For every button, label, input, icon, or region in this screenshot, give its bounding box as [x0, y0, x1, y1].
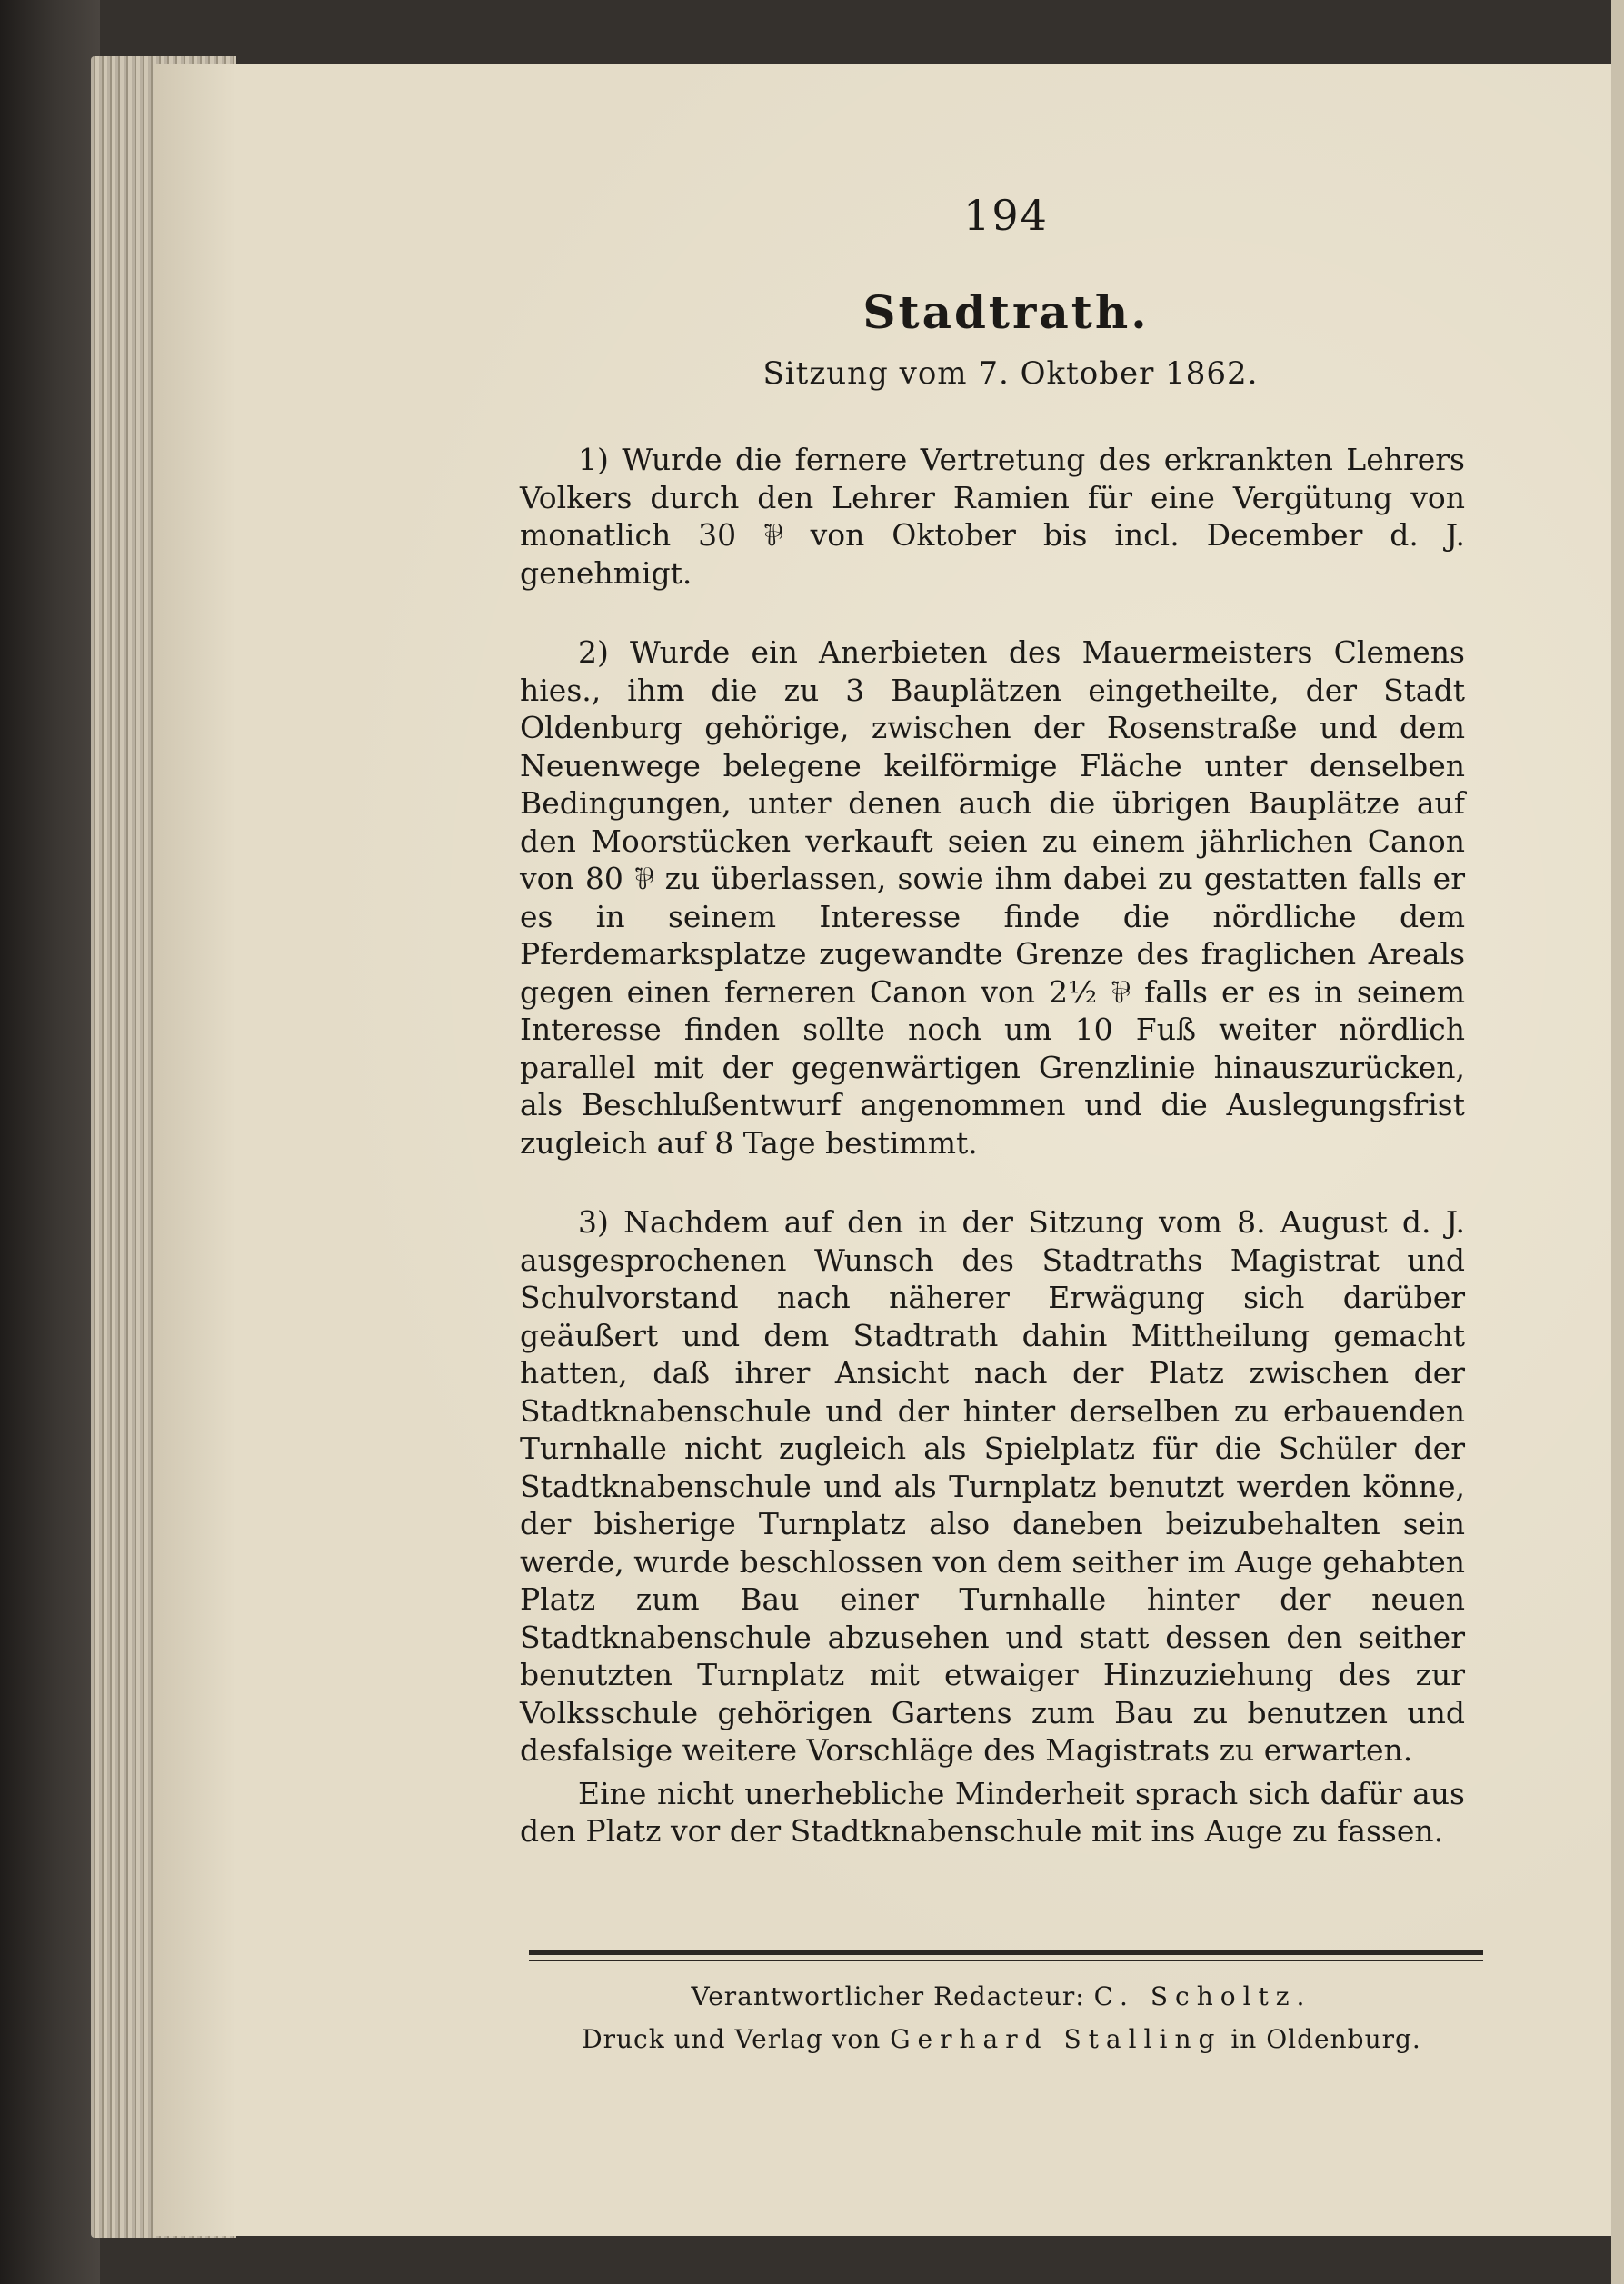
- paragraph-2: 2) Wurde ein Anerbieten des Mauermeisters Clemens hies., ihm die zu 3 Bauplätzen eingetheilte, der Stadt Oldenburg gehörige, zwischen der Rosenstraße und dem Neuenwege belegene keilförmige Fläche unter denselben Bedingungen, unter denen auch die übrigen Bauplätze auf den Moorstücken verkauft seien zu einem jährlichen Canon von 80 ⅌ zu überlassen, sowie ihm dabei zu gestatten falls er es in seinem Interesse finde die nördliche dem Pferdemarksplatze zugewandte Grenze des fraglichen Areals gegen einen ferneren Canon von 2½ ⅌ falls er es in seinem Interesse finden sollte noch um 10 Fuß weiter nördlich parallel mit der gegenwärtigen Grenzlinie hinauszurücken, als Beschlußentwurf angenommen und die Auslegungsfrist zugleich auf 8 Tage bestimmt.: [520, 634, 1465, 1161]
- editor-label: Verantwortlicher Redacteur:: [691, 1980, 1085, 2011]
- rule-thin: [529, 1960, 1483, 1961]
- paragraph-1: 1) Wurde die fernere Vertretung des erkrankten Lehrers Volkers durch den Lehrer Ramien für eine Vergütung von monatlich 30 ⅌ von Oktober bis incl. December d. J. genehmigt.: [520, 442, 1465, 591]
- printer-name: Gerhard Stalling: [890, 2023, 1222, 2054]
- paragraph-minority-note: Eine nicht unerhebliche Minderheit sprach sich dafür aus den Platz vor der Stadtknabenschule mit ins Auge zu fassen.: [520, 1775, 1465, 1849]
- page-text: [520, 191, 1465, 2054]
- footer-rule: [529, 1950, 1483, 1961]
- book-binding: [0, 0, 100, 2284]
- page-number: 194: [963, 191, 1049, 240]
- section-title: Stadtrath.: [862, 285, 1150, 339]
- printer-line: [538, 2024, 1465, 2054]
- printer-prefix: Druck und Verlag von: [582, 2023, 882, 2054]
- session-date-line: Sitzung vom 7. Oktober 1862.: [762, 355, 1259, 392]
- editor-line: [538, 1981, 1465, 2011]
- printer-suffix: in Oldenburg.: [1230, 2023, 1421, 2054]
- page-right-edge: [1611, 0, 1624, 2284]
- rule-thick: [529, 1950, 1483, 1955]
- paragraph-3: 3) Nachdem auf den in der Sitzung vom 8. August d. J. ausgesprochenen Wunsch des Stadtraths Magistrat und Schulvorstand nach näherer Erwägung sich darüber geäußert und dem Stadtrath dahin Mittheilung gemacht hatten, daß ihrer Ansicht nach der Platz zwischen der Stadtknabenschule und der hinter derselben zu erbauenden Turnhalle nicht zugleich als Spielplatz für die Schüler der Stadtknabenschule und als Turnplatz benutzt werden könne, der bisherige Turnplatz also daneben beizubehalten sein werde, wurde beschlossen von dem seither im Auge gehabten Platz zum Bau einer Turnhalle hinter der neuen Stadtknabenschule abzusehen und statt dessen den seither benutzten Turnplatz mit etwaiger Hinzuziehung des zur Volksschule gehörigen Gartens zum Bau zu benutzen und desfalsige weitere Vorschläge des Magistrats zu erwarten.: [520, 1204, 1465, 1768]
- editor-name: C. Scholtz.: [1093, 1980, 1312, 2011]
